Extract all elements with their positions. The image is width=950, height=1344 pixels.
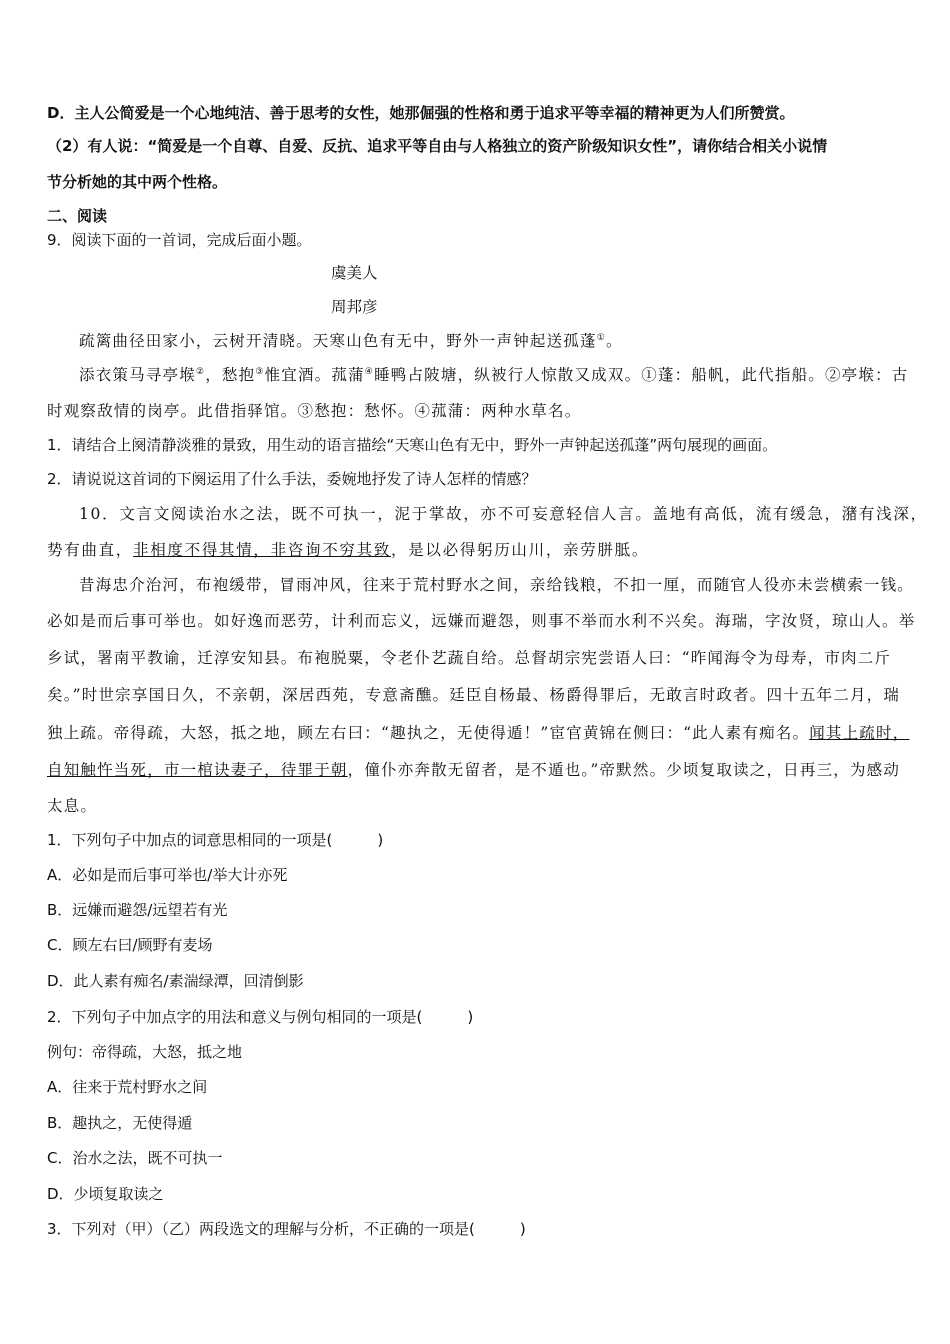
question-10-3: 3．下列对（甲）（乙）两段选文的理解与分析，不正确的一项是( ) bbox=[47, 1220, 526, 1238]
passage-jia-line-2-start: 势有曲直， bbox=[47, 541, 134, 559]
poem-notes: 时观察敌情的岗亭。此借指驿馆。③愁抱：愁怀。④菰蒲：两种水草名。 bbox=[47, 402, 582, 420]
passage-yi-line-2: 必如是而后事可举也。如好逸而恶劳，计利而忘义，远嫌而避怨，则事不举而水利不兴矣。海瑞，字汝贤，琼山人。举 bbox=[47, 612, 916, 630]
underlined-sentence-jia: 非相度不得其情，非咨询不穷其致 bbox=[133, 541, 392, 559]
question-9-sub-1: 1．请结合上阕清静淡雅的景致，用生动的语言描绘“天寒山色有无中，野外一声钟起送孤蓬”两句展现的画面。 bbox=[47, 436, 778, 454]
question-10-2-option-c: C．治水之法，既不可执一 bbox=[47, 1149, 223, 1167]
passage-jia-line-2 bbox=[47, 540, 907, 560]
question-10-1-option-c: C．顾左右曰/顾野有麦场 bbox=[47, 936, 213, 954]
passage-yi-line-1: 昔海忠介治河，布袍缓带，冒雨冲风，往来于荒村野水之间，亲给钱粮，不扣一厘，而随官人役亦未尝横索一钱。 bbox=[79, 576, 915, 594]
poem-stanza-2-part-a: 添衣策马寻亭堠 bbox=[79, 366, 196, 384]
question-10-1: 1．下列句子中加点的词意思相同的一项是( ) bbox=[47, 831, 384, 849]
question-10-2-option-d: D．少顷复取读之 bbox=[47, 1185, 164, 1203]
question-10-1-option-a: A．必如是而后事可举也/举大计亦死 bbox=[47, 866, 288, 884]
passage-yi-line-5 bbox=[47, 723, 910, 743]
question-2-line-2: 节分析她的其中两个性格。 bbox=[47, 173, 228, 191]
question-10-1-option-b: B．远嫌而避怨/远望若有光 bbox=[47, 901, 228, 919]
passage-jia-line-2-end: ，是以必得躬历山川，亲劳胼胝。 bbox=[391, 541, 650, 559]
question-2-line-1: （2）有人说：“简爱是一个自尊、自爱、反抗、追求平等自由与人格独立的资产阶级知识女性”，请你结合相关小说情 bbox=[47, 137, 828, 155]
question-9-prompt: 9．阅读下面的一首词，完成后面小题。 bbox=[47, 231, 312, 249]
footnote-marker-3: ③ bbox=[255, 366, 265, 377]
footnote-marker-2: ② bbox=[195, 366, 206, 377]
passage-yi-line-4: 矣。”时世宗享国日久，不亲朝，深居西苑，专意斋醮。廷臣自杨最、杨爵得罪后，无敢言时政者。四十五年二月，瑞 bbox=[47, 686, 901, 704]
passage-yi-line-6-end: ，僮仆亦奔散无留者，是不遁也。”帝默然。少顷复取读之，日再三，为感动 bbox=[347, 761, 901, 779]
poem-stanza-2-part-c: 惟宜酒。菰蒲 bbox=[264, 366, 365, 384]
footnote-marker-4: ④ bbox=[364, 366, 375, 377]
passage-yi-line-5-start: 独上疏。帝得疏，大怒，抵之地，顾左右曰：“趣执之，无使得遁！”宦官黄锦在侧曰：“此人素有痴名。 bbox=[47, 724, 810, 742]
poem-stanza-2 bbox=[79, 365, 909, 385]
poem-stanza-2-part-b: ，愁抱 bbox=[205, 366, 256, 384]
footnote-marker-1: ① bbox=[596, 332, 606, 343]
section-heading: 二、阅读 bbox=[47, 207, 108, 225]
passage-yi-line-3: 乡试，署南平教谕，迁淳安知县。布袍脱粟，令老仆艺蔬自给。总督胡宗宪尝语人曰：“昨闻海令为母寿，市肉二斤 bbox=[47, 649, 892, 667]
poem-stanza-2-part-d: 睡鸭占陂塘，纵被行人惊散又成双。①蓬：船帆，此代指船。②亭堠：古 bbox=[374, 366, 909, 384]
poem-stanza-1 bbox=[79, 331, 909, 351]
underlined-sentence-yi-start: 闻其上疏时， bbox=[809, 724, 910, 742]
poem-stanza-1-end: 。 bbox=[605, 332, 623, 350]
question-10-2-option-b: B．趣执之，无使得遁 bbox=[47, 1114, 193, 1132]
passage-jia-line-1: 10．文言文阅读治水之法，既不可执一，泥于掌故，亦不可妄意轻信人言。盖地有高低，流有缓急，潴有浅深， bbox=[79, 505, 928, 523]
question-10-2: 2．下列句子中加点字的用法和意义与例句相同的一项是( ) bbox=[47, 1008, 474, 1026]
question-10-2-example: 例句：帝得疏，大怒，抵之地 bbox=[47, 1043, 243, 1061]
option-d: D．主人公简爱是一个心地纯洁、善于思考的女性，她那倔强的性格和勇于追求平等幸福的精神更为人们所赞赏。 bbox=[47, 104, 795, 122]
question-9-sub-2: 2．请说说这首词的下阕运用了什么手法，委婉地抒发了诗人怎样的情感？ bbox=[47, 470, 537, 488]
question-10-2-option-a: A．往来于荒村野水之间 bbox=[47, 1078, 208, 1096]
poem-author: 周邦彦 bbox=[331, 298, 378, 316]
passage-yi-line-7: 太息。 bbox=[47, 797, 98, 815]
poem-title: 虞美人 bbox=[331, 264, 378, 282]
passage-yi-line-6 bbox=[47, 760, 907, 780]
underlined-sentence-yi-end: 自知触忤当死，市一棺诀妻子，待罪于朝 bbox=[47, 761, 348, 779]
question-10-1-option-d: D．此人素有痴名/素湍绿潭，回清倒影 bbox=[47, 972, 304, 990]
poem-stanza-1-text: 疏篱曲径田家小，云树开清晓。天寒山色有无中，野外一声钟起送孤蓬 bbox=[79, 332, 597, 350]
